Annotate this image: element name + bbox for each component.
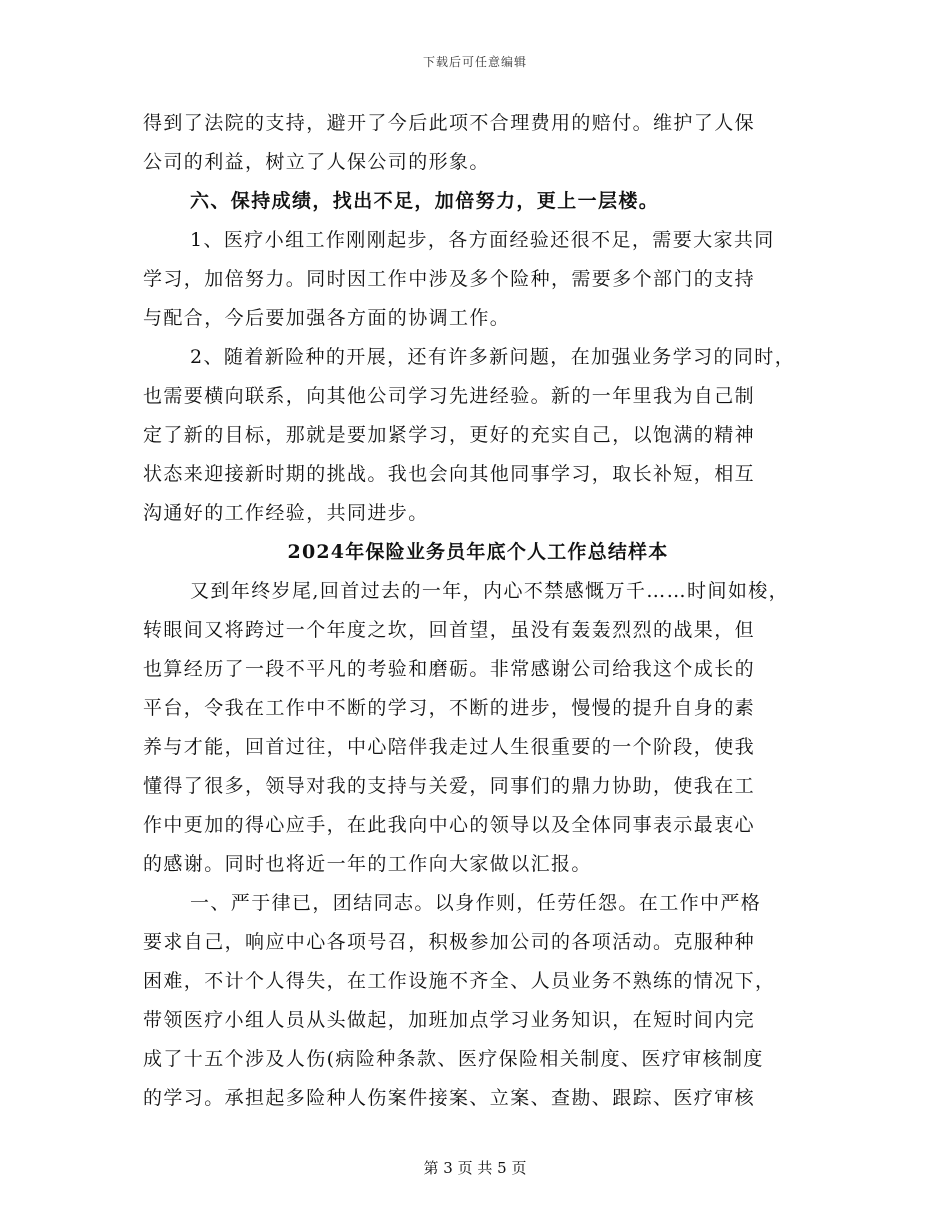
text-line: 与配合，今后要加强各方面的协调工作。 [143,307,511,329]
text-line: 学习，加倍努力。同时因工作中涉及多个险种，需要多个部门的支持 [143,268,756,290]
text-line: 作中更加的得心应手，在此我向中心的领导以及全体同事表示最衷心 [143,814,756,836]
text-line: 转眼间又将跨过一个年度之坎，回首望，虽没有轰轰烈烈的战果，但 [143,619,756,641]
text-line: 公司的利益，树立了人保公司的形象。 [143,151,490,173]
text-line: 带领医疗小组人员从头做起，加班加点学习业务知识，在短时间内完 [143,1009,756,1031]
text-line: 也需要横向联系，向其他公司学习先进经验。新的一年里我为自己制 [143,385,756,407]
text-line: 2、随着新险种的开展，还有许多新问题，在加强业务学习的同时， [190,346,796,368]
document-title: 2024年保险业务员年底个人工作总结样本 [287,541,669,563]
text-line: 一、严于律已，团结同志。以身作则，任劳任怨。在工作中严格 [190,892,762,914]
text-line: 状态来迎接新时期的挑战。我也会向其他同事学习，取长补短，相互 [143,463,756,485]
text-line: 沟通好的工作经验，共同进步。 [143,502,429,524]
section-heading: 六、保持成绩，找出不足，加倍努力，更上一层楼。 [190,190,660,212]
text-line: 养与才能，回首过往，中心陪伴我走过人生很重要的一个阶段，使我 [143,736,756,758]
page-header: 下载后可任意编辑 [422,55,527,69]
text-line: 成了十五个涉及人伤(病险种条款、医疗保险相关制度、医疗审核制度 [143,1048,764,1070]
text-line: 困难，不计个人得失，在工作设施不齐全、人员业务不熟练的情况下， [143,970,776,992]
text-line: 也算经历了一段不平凡的考验和磨砺。非常感谢公司给我这个成长的 [143,658,756,680]
text-line: 得到了法院的支持，避开了今后此项不合理费用的赔付。维护了人保 [143,112,756,134]
text-line: 懂得了很多，领导对我的支持与关爱，同事们的鼎力协助，使我在工 [143,775,756,797]
text-line: 的感谢。同时也将近一年的工作向大家做以汇报。 [143,853,592,875]
text-line: 平台，令我在工作中不断的学习，不断的进步，慢慢的提升自身的素 [143,697,756,719]
text-line: 1、医疗小组工作刚刚起步，各方面经验还很不足，需要大家共同 [190,229,775,251]
text-line: 要求自己，响应中心各项号召，积极参加公司的各项活动。克服种种 [143,931,756,953]
text-line: 又到年终岁尾,回首过去的一年，内心不禁感慨万千……时间如梭， [190,580,790,602]
page-footer: 第 3 页 共 5 页 [423,1159,527,1177]
document-body [143,104,813,1118]
text-line: 定了新的目标，那就是要加紧学习，更好的充实自己，以饱满的精神 [143,424,756,446]
text-line: 的学习。承担起多险种人伤案件接案、立案、查勘、跟踪、医疗审核 [143,1087,756,1109]
